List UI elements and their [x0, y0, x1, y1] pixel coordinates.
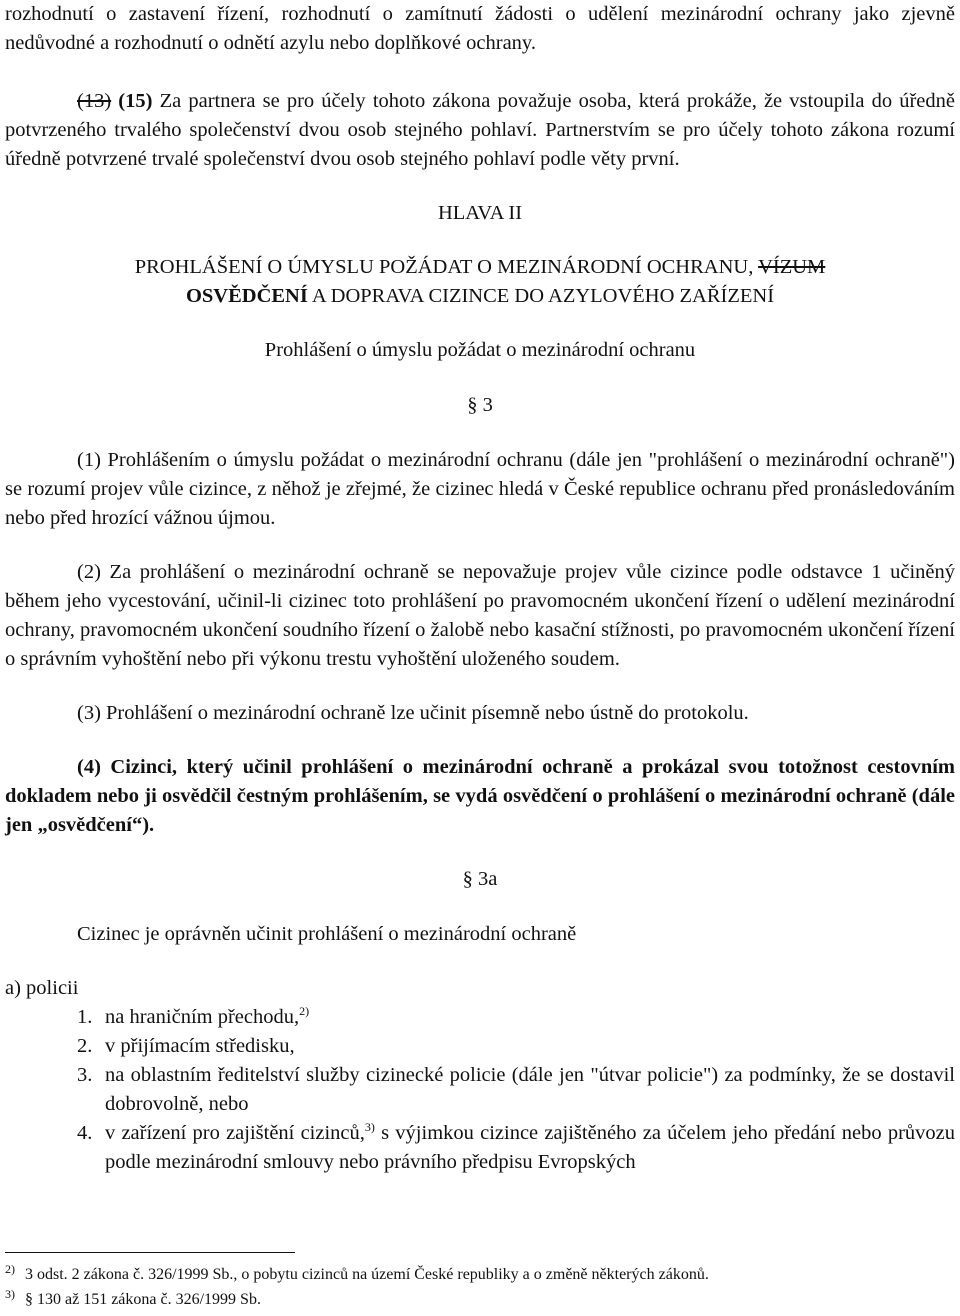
list-number: 3. — [77, 1064, 93, 1086]
section-3a-intro: Cizinec je oprávněn učinit prohlášení o mezinárodní ochraně — [77, 923, 577, 945]
list-item-text: na hraničním přechodu, — [105, 1006, 300, 1028]
footnote-reference: 2) — [299, 1004, 310, 1019]
list-item-a: a) policii — [5, 977, 79, 999]
chapter-title-deleted-word: VÍZUM — [758, 256, 826, 278]
list-item-text: v zařízení pro zajištění cizinců, — [105, 1122, 365, 1144]
paragraph-continuation: rozhodnutí o zastavení řízení, rozhodnutí o zamítnutí žádosti o udělení mezinárodní ochrany jako zjevně nedůvodné a rozhodnutí o odnětí azylu nebo doplňkové ochrany. — [5, 3, 955, 54]
list-number: 1. — [77, 1006, 93, 1028]
footnote — [5, 1287, 955, 1312]
footnote — [5, 1262, 955, 1287]
chapter-title-part1: PROHLÁŠENÍ O ÚMYSLU POŽÁDAT O MEZINÁRODNÍ OCHRANU, — [134, 256, 759, 278]
footnote-reference: 3) — [364, 1120, 375, 1135]
section-3-paragraph-1: (1) Prohlášením o úmyslu požádat o mezinárodní ochranu (dále jen "prohlášení o mezinárodní ochraně") se rozumí projev vůle cizince, z něhož je zřejmé, že cizinec hledá v České republice ochranu před pronásledováním nebo před hrozící vážnou újmou. — [5, 449, 955, 529]
list-number: 4. — [77, 1122, 93, 1144]
footnotes — [5, 1262, 955, 1312]
list-item-text-continued: s výjimkou cizince zajištěného za účelem jeho předání nebo průvozu podle mezinárodní smlouvy nebo právního předpisu Evropských — [105, 1122, 955, 1173]
footnote-mark: 2) — [5, 1261, 15, 1276]
footnote-mark: 3) — [5, 1286, 15, 1301]
footnote-separator — [5, 1252, 295, 1253]
chapter-title — [5, 253, 955, 311]
deleted-paragraph-number: (13) — [77, 90, 112, 112]
section-3-paragraph-2: (2) Za prohlášení o mezinárodní ochraně se nepovažuje projev vůle cizince podle odstavce 1 učiněný během jeho vycestování, učinil-li cizinec toto prohlášení po pravomocném ukončení řízení o udělení mezinárodní ochrany, pravomocném ukončení soudního řízení o žalobě nebo kasační stížnosti, po pravomocném ukončení řízení o správním vyhoštění nebo při výkonu trestu vyhoštění uloženého soudem. — [5, 561, 955, 670]
document-page — [5, 0, 955, 1177]
chapter-heading: HLAVA II — [437, 202, 523, 224]
list-item — [5, 1032, 955, 1061]
police-location-list — [5, 1003, 955, 1177]
footnote-text: 3 odst. 2 zákona č. 326/1999 Sb., o pobytu cizinců na území České republiky a o změně některých zákonů. — [25, 1266, 709, 1283]
list-item-text: v přijímacím středisku, — [105, 1035, 295, 1057]
chapter-title-part2: A DOPRAVA CIZINCE DO AZYLOVÉHO ZAŘÍZENÍ — [307, 285, 775, 307]
chapter-title-inserted-word: OSVĚDČENÍ — [185, 285, 308, 307]
inserted-paragraph-number: (15) — [118, 90, 153, 112]
section-subtitle: Prohlášení o úmyslu požádat o mezinárodní ochranu — [264, 339, 696, 361]
list-item — [5, 1003, 955, 1032]
section-3-heading: § 3 — [467, 394, 493, 416]
partner-definition-text: Za partnera se pro účely tohoto zákona považuje osoba, která prokáže, že vstoupila do úředně potvrzeného trvalého společenství dvou osob stejného pohlaví. Partnerstvím se pro účely tohoto zákona rozumí úředně potvrzené trvalé společenství dvou osob stejného pohlaví podle věty první. — [5, 90, 955, 170]
list-item — [5, 1119, 955, 1177]
paragraph-partner-definition — [5, 87, 955, 174]
footnote-text: § 130 až 151 zákona č. 326/1999 Sb. — [25, 1291, 261, 1308]
list-number: 2. — [77, 1035, 93, 1057]
section-3a-heading: § 3a — [462, 868, 498, 890]
list-item — [5, 1061, 955, 1119]
section-3-paragraph-3: (3) Prohlášení o mezinárodní ochraně lze učinit písemně nebo ústně do protokolu. — [77, 702, 749, 724]
section-3-paragraph-4: (4) Cizinci, který učinil prohlášení o mezinárodní ochraně a prokázal svou totožnost cestovním dokladem nebo ji osvědčil čestným prohlášením, se vydá osvědčení o prohlášení o mezinárodní ochraně (dále jen „osvědčení“). — [5, 756, 955, 836]
list-item-text: na oblastním ředitelství služby cizinecké policie (dále jen "útvar policie") za podmínky, že se dostavil dobrovolně, nebo — [105, 1064, 955, 1115]
